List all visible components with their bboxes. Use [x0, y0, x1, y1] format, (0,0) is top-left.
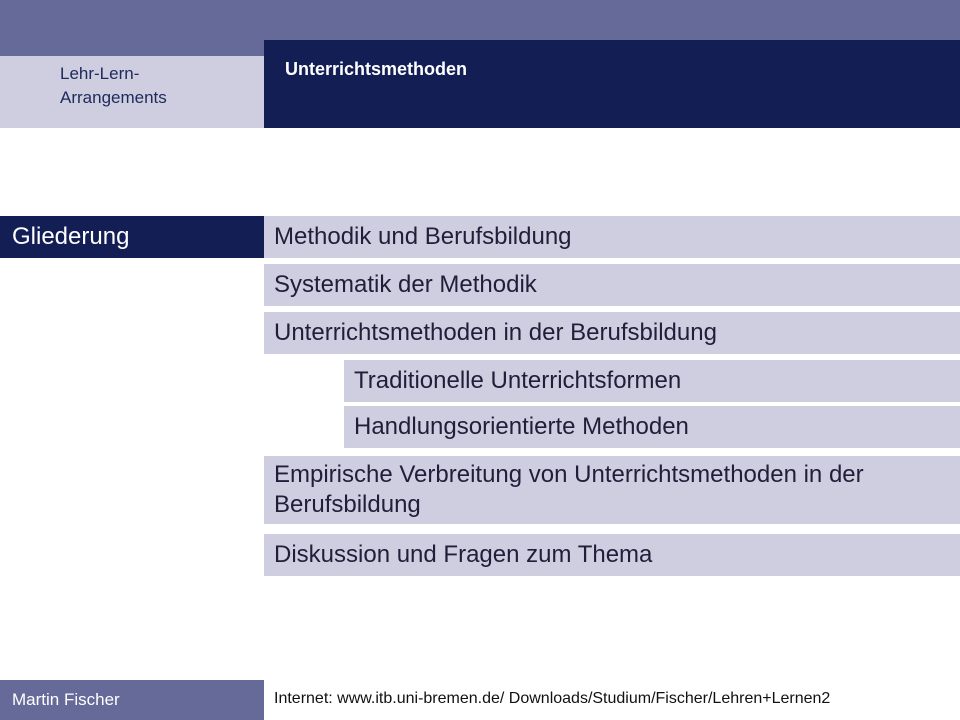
outline-item-unterrichtsmethoden-berufsbildung: Unterrichtsmethoden in der Berufsbildung: [264, 312, 960, 354]
outline-subitem-traditionelle-unterrichtsformen: Traditionelle Unterrichtsformen: [344, 360, 960, 402]
header-left-strip: [0, 40, 264, 56]
outline-item-methodik-und-berufsbildung: Methodik und Berufsbildung: [264, 216, 960, 258]
footer-internet-link[interactable]: Internet: www.itb.uni-bremen.de/ Downloads/Studium/Fischer/Lehren+Lernen2: [274, 690, 831, 707]
outline-section-label: Gliederung: [0, 216, 264, 258]
page-title: Unterrichtsmethoden: [285, 59, 468, 79]
outline-item-empirische-verbreitung: Empirische Verbreitung von Unterrichtsmethoden in der Berufsbildung: [264, 456, 960, 524]
header-top-band: [0, 0, 960, 40]
side-title: Lehr-Lern- Arrangements: [60, 64, 167, 107]
outline-item-diskussion-und-fragen: Diskussion und Fragen zum Thema: [264, 534, 960, 576]
outline-item-systematik-der-methodik: Systematik der Methodik: [264, 264, 960, 306]
author-label: Martin Fischer: [0, 680, 264, 720]
outline-subitem-handlungsorientierte-methoden: Handlungsorientierte Methoden: [344, 406, 960, 448]
main-title-panel: [264, 40, 960, 128]
